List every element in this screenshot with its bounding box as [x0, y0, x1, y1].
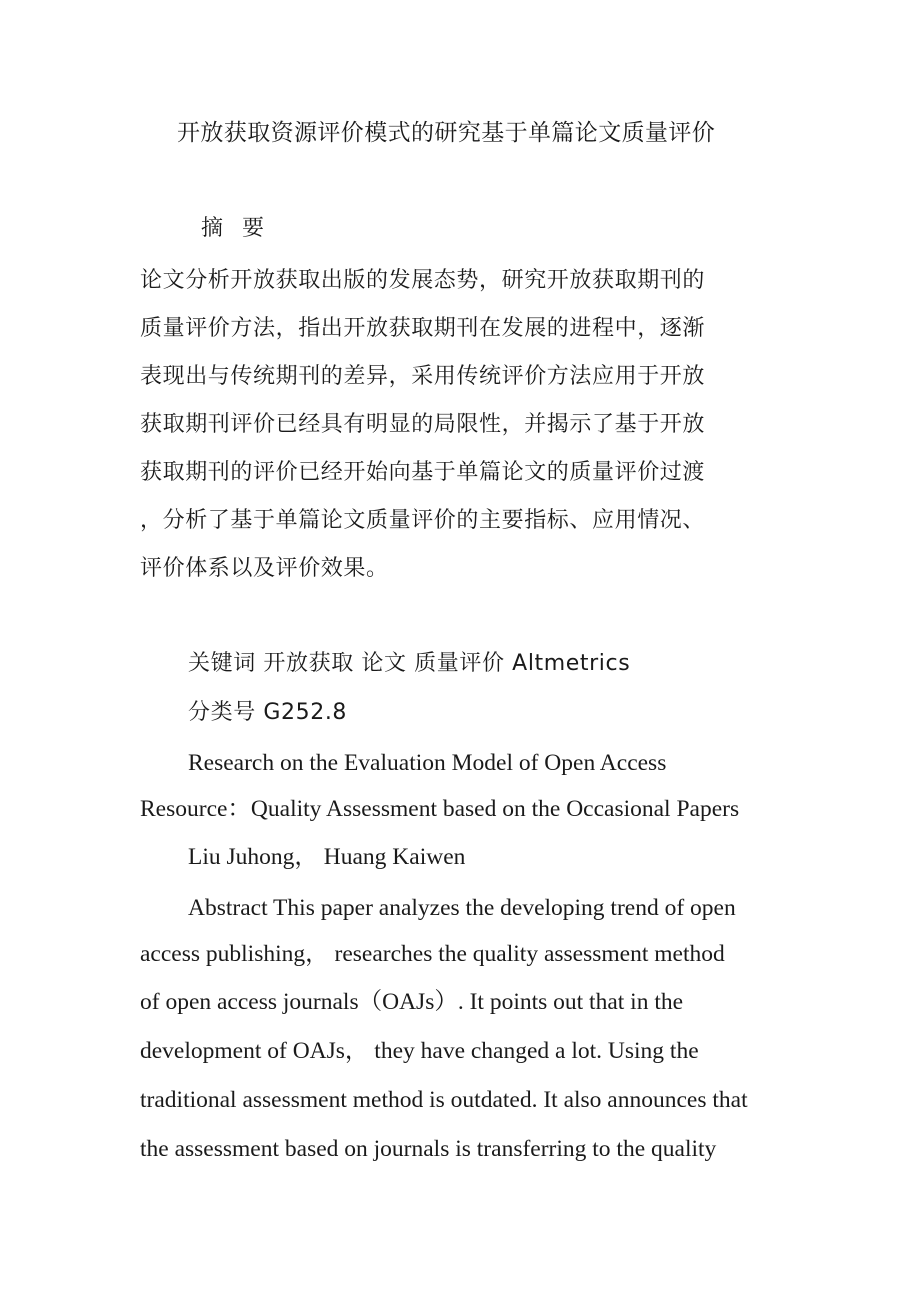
- abstract-en-line: access publishing， researches the quality assessment method: [140, 941, 725, 967]
- abstract-cn-line: 表现出与传统期刊的差异，采用传统评价方法应用于开放: [140, 364, 706, 389]
- abstract-cn-line: 论文分析开放获取出版的发展态势，研究开放获取期刊的: [140, 268, 706, 293]
- abstract-cn-line: ，分析了基于单篇论文质量评价的主要指标、应用情况、: [140, 508, 706, 533]
- english-title-line: Research on the Evaluation Model of Open Access: [188, 750, 667, 776]
- classification-line: 分类号 G252.8: [188, 700, 348, 725]
- abstract-en-line: traditional assessment method is outdated. It also announces that: [140, 1087, 748, 1113]
- abstract-cn-line: 获取期刊的评价已经开始向基于单篇论文的质量评价过渡: [140, 460, 706, 485]
- authors: Liu Juhong， Huang Kaiwen: [188, 844, 466, 870]
- abstract-cn-line: 评价体系以及评价效果。: [140, 556, 389, 581]
- keywords-line: 关键词 开放获取 论文 质量评价 Altmetrics: [188, 651, 631, 676]
- abstract-en-line: the assessment based on journals is transferring to the quality: [140, 1136, 717, 1162]
- document-title: 开放获取资源评价模式的研究基于单篇论文质量评价: [177, 120, 716, 146]
- english-title-line: Resource：Quality Assessment based on the Occasional Papers: [140, 796, 740, 822]
- abstract-en-line: development of OAJs， they have changed a lot. Using the: [140, 1038, 699, 1064]
- abstract-cn-line: 质量评价方法，指出开放获取期刊在发展的进程中，逐渐: [140, 316, 706, 341]
- abstract-heading: 摘 要: [201, 216, 270, 241]
- abstract-en-line: Abstract This paper analyzes the developing trend of open: [188, 895, 736, 921]
- abstract-cn-line: 获取期刊评价已经具有明显的局限性，并揭示了基于开放: [140, 412, 706, 437]
- abstract-en-line: of open access journals（OAJs）. It points out that in the: [140, 989, 684, 1015]
